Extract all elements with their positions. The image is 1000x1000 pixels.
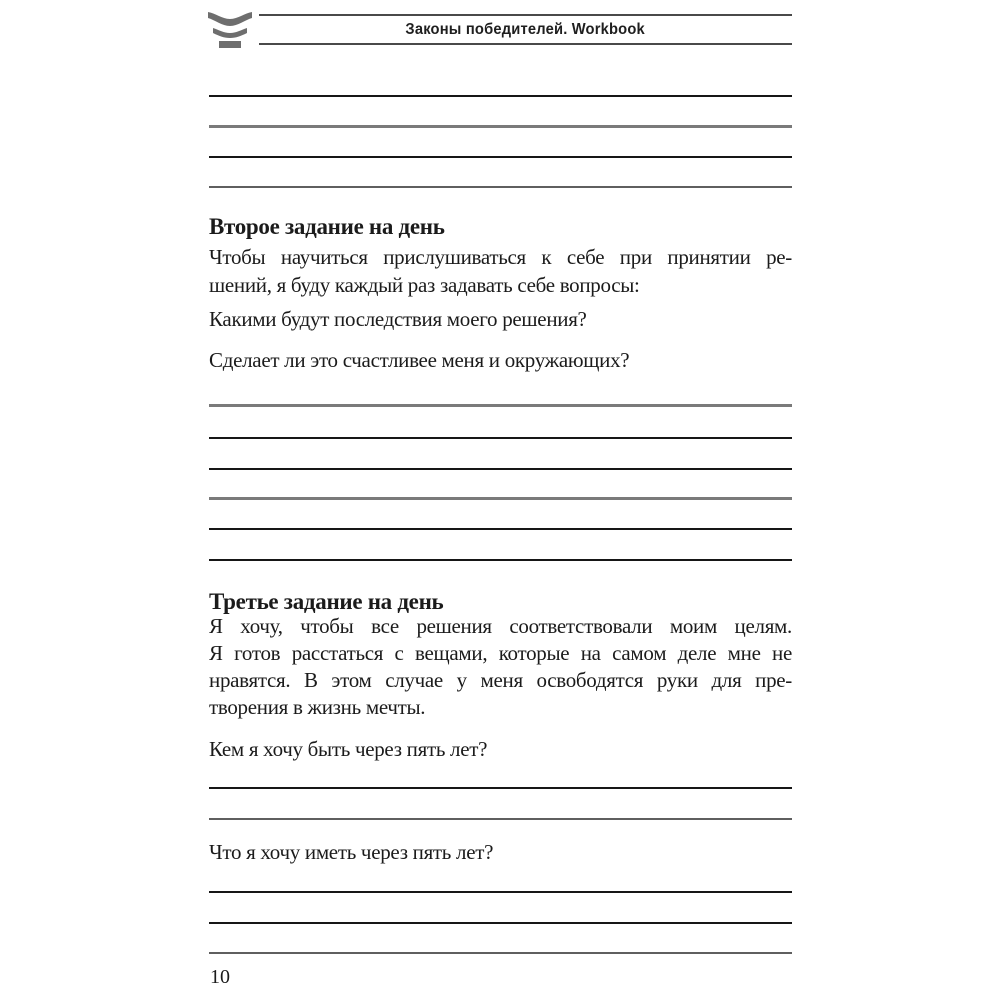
paragraph-line: Чтобы научиться прислушиваться к себе при принятии ре- bbox=[209, 245, 792, 269]
second-task-paragraph bbox=[209, 243, 792, 299]
paragraph-line: Я хочу, чтобы все решения соответствовали моим целям. bbox=[209, 614, 792, 638]
paragraph-line: Я готов расстаться с вещами, которые на самом деле мне не bbox=[209, 641, 792, 665]
header-bottom-rule bbox=[259, 43, 792, 45]
writing-line bbox=[209, 891, 792, 893]
question-consequences: Какими будут последствия моего решения? bbox=[209, 307, 587, 331]
writing-line bbox=[209, 787, 792, 789]
writing-line bbox=[209, 468, 792, 470]
writing-line bbox=[209, 528, 792, 530]
running-head-title: Законы победителей. Workbook bbox=[405, 20, 646, 38]
question-have-in-five-years: Что я хочу иметь через пять лет? bbox=[209, 840, 494, 864]
writing-line bbox=[209, 186, 792, 188]
writing-line bbox=[209, 125, 792, 128]
third-task-paragraph bbox=[209, 613, 792, 721]
writing-line bbox=[209, 497, 792, 500]
writing-line bbox=[209, 95, 792, 97]
writing-line bbox=[209, 156, 792, 158]
running-head bbox=[259, 16, 792, 43]
writing-line bbox=[209, 559, 792, 561]
section-heading-second-task: Второе задание на день bbox=[209, 214, 445, 239]
paragraph-line: шений, я буду каждый раз задавать себе вопросы: bbox=[209, 273, 640, 297]
question-who-in-five-years: Кем я хочу быть через пять лет? bbox=[209, 737, 488, 761]
writing-line bbox=[209, 404, 792, 407]
writing-line bbox=[209, 952, 792, 954]
writing-line bbox=[209, 437, 792, 439]
publisher-logo-icon bbox=[207, 11, 253, 49]
paragraph-line: нравятся. В этом случае у меня освободятся руки для пре- bbox=[209, 668, 792, 692]
page-number: 10 bbox=[210, 966, 230, 988]
section-heading-third-task: Третье задание на день bbox=[209, 589, 444, 614]
paragraph-line: творения в жизнь мечты. bbox=[209, 695, 426, 719]
writing-line bbox=[209, 818, 792, 820]
writing-line bbox=[209, 922, 792, 924]
question-happier: Сделает ли это счастливее меня и окружающих? bbox=[209, 348, 630, 372]
